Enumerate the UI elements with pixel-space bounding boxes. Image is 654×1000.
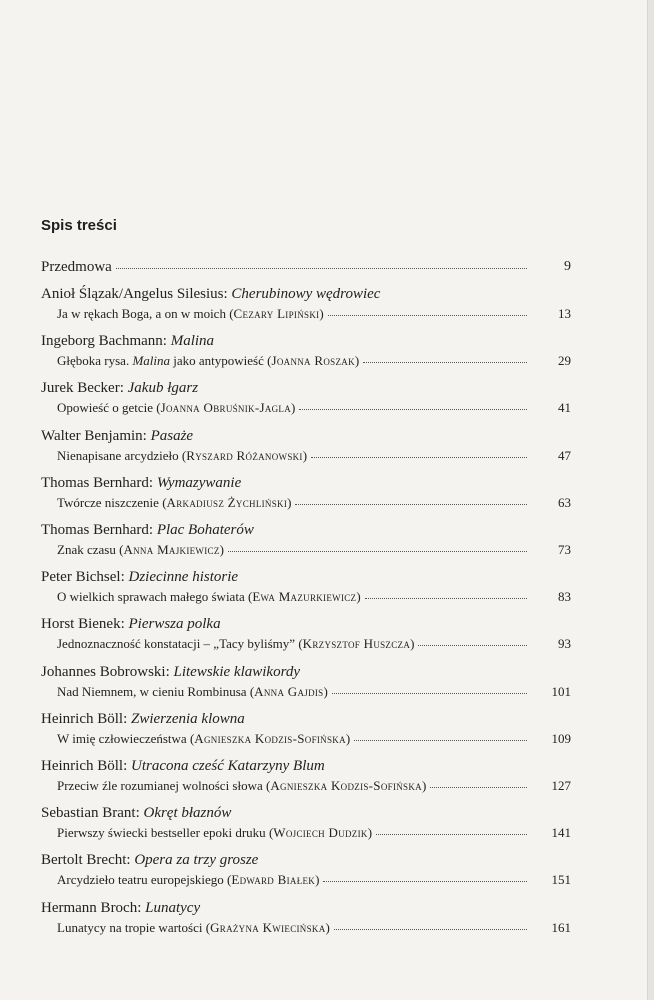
essay-title: Głęboka rysa. Malina jako antypowieść (Joanna Roszak) [57, 353, 360, 369]
contributor-name: Agnieszka Kodzis-Sofińska [194, 730, 346, 746]
author-name: Peter Bichsel: [41, 569, 125, 586]
essay-title: Znak czasu (Anna Majkiewicz) [57, 542, 224, 557]
entry-heading [41, 427, 571, 445]
page-number: 101 [551, 683, 571, 699]
dot-leader [376, 833, 527, 835]
essay-row [41, 542, 571, 558]
essay-title: Przeciw źle rozumianej wolności słowa (Agnieszka Kodzis-Sofińska) [57, 778, 427, 793]
essay-title: W imię człowieczeństwa (Agnieszka Kodzis-Sofińska) [57, 730, 351, 746]
essay-row [41, 731, 571, 747]
toc-heading: Spis treści [41, 217, 117, 234]
dot-leader [363, 361, 527, 363]
contributor-name: Joanna Obruśnik-Jagla [160, 400, 292, 416]
contributor-name: Grażyna Kwiecińska [210, 919, 326, 935]
essay-row [41, 400, 571, 416]
dot-leader [354, 739, 527, 741]
page-number: 161 [551, 919, 571, 935]
entry-heading [41, 568, 571, 586]
toc-entry [41, 568, 571, 605]
dot-leader [116, 267, 527, 269]
contributor-name: Krzysztof Huszcza [302, 636, 411, 652]
page-number: 93 [558, 636, 571, 652]
essay-title-text: Pierwszy świecki bestseller epoki druku [57, 825, 266, 841]
essay-title-text: Twórcze niszczenie [57, 494, 159, 510]
dot-leader [430, 786, 527, 788]
toc-entry [41, 285, 571, 322]
toc-intro-row [41, 258, 571, 276]
essay-title-text: Arcydzieło teatru europejskiego [57, 872, 224, 888]
essay-title: Nad Niemnem, w cieniu Rombinusa (Anna Gajdis) [57, 683, 328, 699]
page-number: 41 [558, 400, 571, 416]
essay-row [41, 778, 571, 794]
toc-entry [41, 851, 571, 888]
dot-leader [332, 692, 527, 694]
toc-entry [41, 521, 571, 558]
page-number: 9 [564, 259, 571, 274]
entry-heading [41, 663, 571, 681]
essay-title-text: Opowieść o getcie [57, 400, 154, 416]
entry-heading [41, 710, 571, 728]
entry-heading [41, 332, 571, 350]
author-name: Anioł Ślązak/Angelus Silesius: [41, 286, 228, 302]
contributor-name: Edward Białek [231, 872, 316, 888]
essay-title-italic: Malina [132, 353, 171, 369]
entry-heading [41, 899, 571, 917]
toc-entry [41, 899, 571, 936]
entry-heading [41, 474, 571, 492]
book-title: Plac Bohaterów [156, 522, 254, 538]
essay-row [41, 920, 571, 936]
essay-row [41, 495, 571, 511]
contributor-name: Joanna Roszak [271, 353, 355, 369]
book-title: Opera za trzy grosze [134, 852, 259, 869]
book-title: Pierwsza polka [128, 616, 221, 633]
toc-entry [41, 379, 571, 416]
book-title: Jakub łgarz [127, 380, 199, 397]
book-title: Wymazywanie [156, 474, 242, 491]
essay-title: Nienapisane arcydzieło (Ryszard Różanowski) [57, 447, 308, 463]
book-title: Pasaże [150, 427, 194, 444]
book-title: Zwierzenia klowna [131, 710, 245, 727]
page-number: 47 [558, 447, 571, 463]
essay-title: Jednoznaczność konstatacji – „Tacy byliśmy” (Krzysztof Huszcza) [57, 636, 415, 652]
essay-title-text: Ja w rękach Boga, a on w moich [57, 306, 226, 321]
author-name: Horst Bienek: [41, 616, 125, 633]
essay-title-prefix: Głęboka rysa. [57, 353, 133, 369]
entry-heading [41, 804, 571, 822]
contributor-name: Anna Majkiewicz [123, 542, 220, 557]
contributor-name: Anna Gajdis [254, 683, 324, 699]
essay-title-text: W imię człowieczeństwa [57, 730, 187, 746]
page-number: 127 [551, 778, 571, 793]
entry-heading [41, 851, 571, 869]
essay-title-text: jako antypowieść [170, 353, 264, 369]
toc-entry [41, 710, 571, 747]
essay-title-text: Lunatycy na tropie wartości [57, 919, 203, 935]
essay-title-text: Nienapisane arcydzieło [57, 447, 179, 463]
essay-row [41, 353, 571, 369]
book-title: Dziecinne historie [128, 569, 239, 586]
book-title: Utracona cześć Katarzyny Blum [131, 758, 325, 774]
entry-heading [41, 615, 571, 633]
dot-leader [323, 880, 527, 882]
toc-entry [41, 757, 571, 794]
dot-leader [311, 456, 527, 458]
contributor-name: Ewa Mazurkiewicz [252, 589, 357, 605]
toc-entry [41, 804, 571, 841]
author-name: Hermann Broch: [41, 899, 142, 916]
toc-entry [41, 332, 571, 369]
contributor-name: Cezary Lipiński [233, 306, 320, 321]
dot-leader [295, 503, 527, 505]
contributor-name: Wojciech Dudzik [273, 825, 368, 841]
essay-row [41, 872, 571, 888]
essay-title: Opowieść o getcie (Joanna Obruśnik-Jagla) [57, 400, 296, 416]
essay-title-text: Jednoznaczność konstatacji – „Tacy byliśmy” [57, 636, 296, 652]
author-name: Johannes Bobrowski: [41, 663, 170, 680]
author-name: Heinrich Böll: [41, 758, 128, 774]
dot-leader [418, 644, 527, 646]
page-number: 141 [551, 825, 571, 841]
essay-title: Pierwszy świecki bestseller epoki druku (Wojciech Dudzik) [57, 825, 373, 841]
page-number: 63 [558, 494, 571, 510]
author-name: Heinrich Böll: [41, 710, 128, 727]
essay-title: Ja w rękach Boga, a on w moich (Cezary Lipiński) [57, 306, 324, 321]
essay-row [41, 589, 571, 605]
page-number: 73 [558, 542, 571, 557]
author-name: Thomas Bernhard: [41, 474, 154, 491]
page-number: 83 [558, 589, 571, 605]
essay-row [41, 306, 571, 322]
contributor-name: Arkadiusz Żychliński [166, 494, 288, 510]
author-name: Bertolt Brecht: [41, 852, 131, 869]
essay-row [41, 825, 571, 841]
author-name: Ingeborg Bachmann: [41, 333, 167, 350]
book-title: Litewskie klawikordy [173, 663, 301, 680]
essay-row [41, 448, 571, 464]
contributor-name: Agnieszka Kodzis-Sofińska [270, 778, 422, 793]
toc-entry [41, 663, 571, 700]
essay-title: O wielkich sprawach małego świata (Ewa Mazurkiewicz) [57, 589, 361, 605]
intro-title: Przedmowa [41, 259, 112, 275]
dot-leader [365, 597, 527, 599]
entry-heading [41, 757, 571, 775]
page-number: 151 [551, 872, 571, 888]
author-name: Sebastian Brant: [41, 805, 140, 822]
essay-title: Arcydzieło teatru europejskiego (Edward Białek) [57, 872, 320, 888]
essay-row [41, 636, 571, 652]
essay-title: Twórcze niszczenie (Arkadiusz Żychliński) [57, 494, 292, 510]
page-number: 13 [558, 306, 571, 321]
contributor-name: Ryszard Różanowski [186, 447, 303, 463]
dot-leader [228, 550, 527, 552]
page-edge [647, 0, 654, 1000]
page-number: 109 [551, 730, 571, 746]
essay-title-text: O wielkich sprawach małego świata [57, 589, 245, 605]
dot-leader [328, 314, 527, 316]
essay-title-text: Przeciw źle rozumianej wolności słowa [57, 778, 263, 793]
book-title: Cherubinowy wędrowiec [231, 286, 381, 302]
essay-row [41, 684, 571, 700]
author-name: Jurek Becker: [41, 380, 124, 397]
dot-leader [334, 928, 527, 930]
page-number: 29 [558, 353, 571, 369]
essay-title-text: Nad Niemnem, w cieniu Rombinusa [57, 683, 247, 699]
entry-heading [41, 521, 571, 539]
dot-leader [299, 408, 527, 410]
essay-title: Lunatycy na tropie wartości (Grażyna Kwiecińska) [57, 919, 330, 935]
author-name: Thomas Bernhard: [41, 522, 154, 538]
book-title: Okręt błaznów [143, 805, 232, 822]
book-title: Lunatycy [145, 899, 201, 916]
author-name: Walter Benjamin: [41, 427, 147, 444]
essay-title-text: Znak czasu [57, 542, 116, 557]
entry-heading [41, 285, 571, 303]
toc-entry [41, 427, 571, 464]
toc-entry [41, 474, 571, 511]
entry-heading [41, 379, 571, 397]
toc-entry [41, 615, 571, 652]
book-title: Malina [170, 333, 215, 350]
